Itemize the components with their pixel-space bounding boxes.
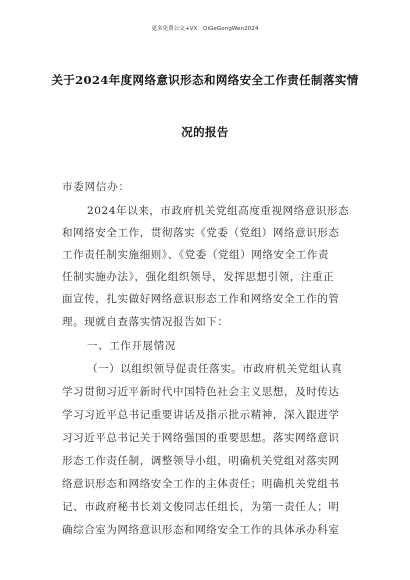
- paragraph-line: 面宣传，扎实做好网络意识形态工作和网络安全工作的管: [62, 293, 340, 305]
- paragraph-line: 和网络安全工作，贯彻落实《党委（党组）网络意识形态: [62, 227, 340, 239]
- paragraph-line: 2024年以来，市政府机关党组高度重视网络意识形态: [87, 205, 350, 217]
- salutation: 市委网信办：: [62, 181, 130, 193]
- paragraph-line: 确综合室为网络意识形态和网络安全工作的具体承办科室: [62, 524, 340, 536]
- paragraph-line: 理。现就自查落实情况报告如下：: [62, 316, 229, 328]
- paragraph-line: 工作责任制实施细则》、《党委（党组）网络安全工作责: [62, 249, 329, 261]
- paragraph-line: 记、市政府秘书长刘文俊同志任组长，为第一责任人；明: [62, 501, 340, 513]
- promo-header: 更多免费公文+VX：QiGeGongWen2024: [151, 26, 259, 32]
- paragraph-line: 任制实施办法》，强化组织领导，发挥思想引领，注重正: [62, 271, 335, 283]
- section-heading: 一、工作开展情况: [87, 340, 176, 352]
- paragraph-line: 学习贯彻习近平新时代中国特色社会主义思想，及时传达: [62, 386, 340, 398]
- paragraph-line: 络意识形态和网络安全工作的主体责任；明确机关党组书: [62, 478, 340, 490]
- document-title-line-2: 况的报告: [181, 125, 229, 139]
- document-title-line-1: 关于2024年度网络意识形态和网络安全工作责任制落实情: [51, 73, 359, 87]
- paragraph-line: 学习习近平总书记重要讲话及指示批示精神，深入跟进学: [62, 409, 340, 421]
- paragraph-line: （一）以组织领导促责任落实。市政府机关党组认真: [87, 363, 343, 375]
- paragraph-line: 形态工作责任制，调整领导小组，明确机关党组对落实网: [62, 455, 340, 467]
- paragraph-line: 习习近平总书记关于网络强国的重要思想。落实网络意识: [62, 432, 340, 444]
